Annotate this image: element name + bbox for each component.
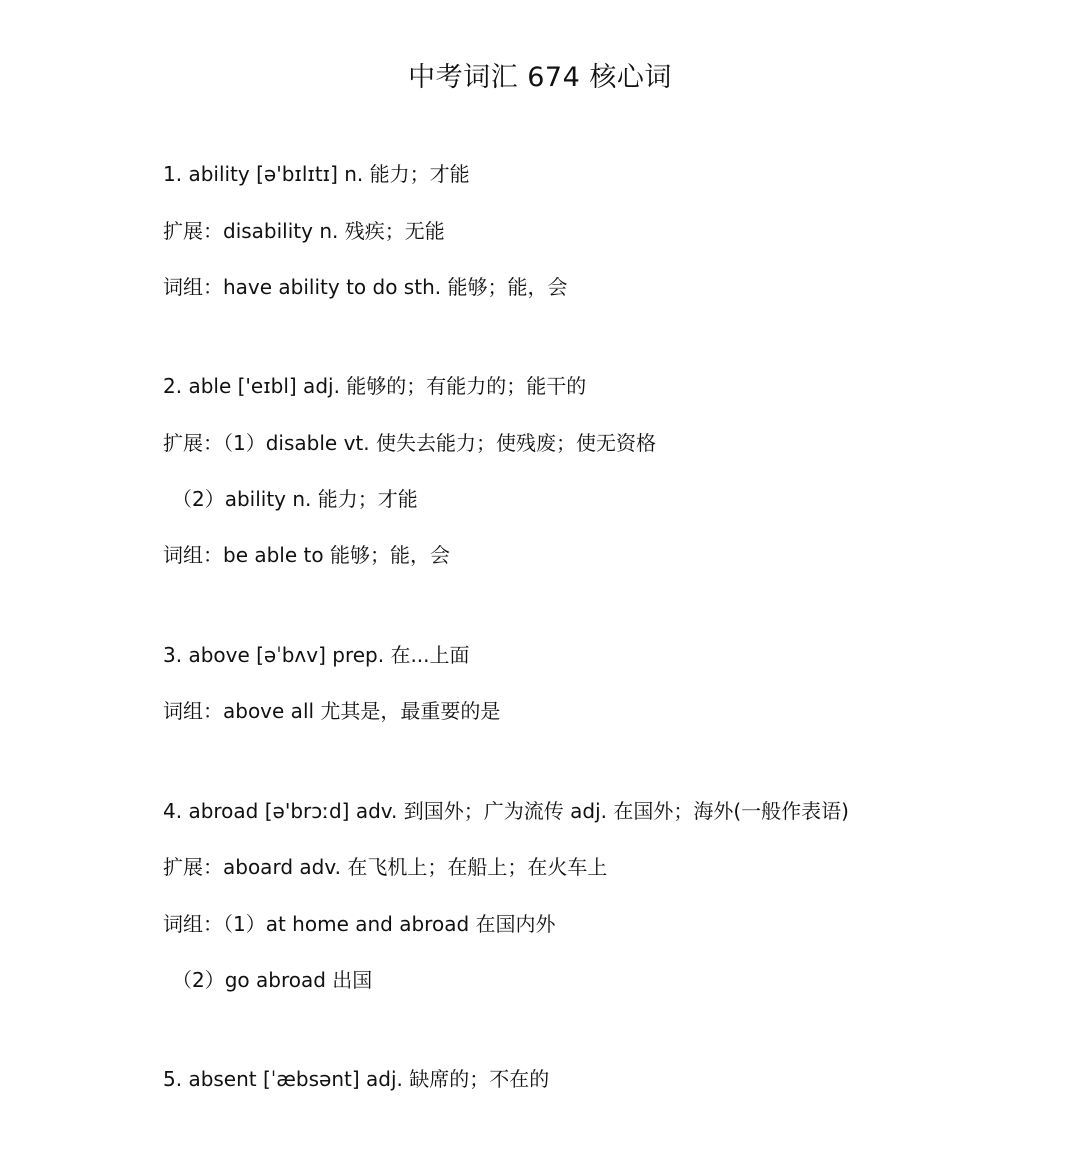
entry-2-headword: 2. able ['eɪbl] adj. 能够的；有能力的；能干的 <box>163 374 587 398</box>
entry-3-phrase: 词组：above all 尤其是，最重要的是 <box>163 699 501 723</box>
entry-4-headword: 4. abroad [ə'brɔːd] adv. 到国外；广为流传 adj. 在国外；海外(一般作表语) <box>163 799 849 823</box>
entry-1-phrase: 词组：have ability to do sth. 能够；能，会 <box>163 275 568 299</box>
entry-1-extension: 扩展：disability n. 残疾；无能 <box>163 219 445 243</box>
entry-2-extension-2: （2）ability n. 能力；才能 <box>172 487 418 511</box>
entry-4-phrase-1: 词组：（1）at home and abroad 在国内外 <box>163 912 556 936</box>
entry-3-headword: 3. above [əˈbʌv] prep. 在...上面 <box>163 643 470 667</box>
entry-4-phrase-2: （2）go abroad 出国 <box>172 968 373 992</box>
page-title: 中考词汇 674 核心词 <box>408 62 672 93</box>
entry-1-headword: 1. ability [ə'bɪlɪtɪ] n. 能力；才能 <box>163 162 470 186</box>
entry-2-phrase: 词组：be able to 能够；能，会 <box>163 543 450 567</box>
entry-4-extension: 扩展：aboard adv. 在飞机上；在船上；在火车上 <box>163 855 608 879</box>
entry-5-headword: 5. absent [ˈæbsənt] adj. 缺席的；不在的 <box>163 1067 550 1091</box>
entry-2-extension-1: 扩展：（1）disable vt. 使失去能力；使残废；使无资格 <box>163 431 656 455</box>
